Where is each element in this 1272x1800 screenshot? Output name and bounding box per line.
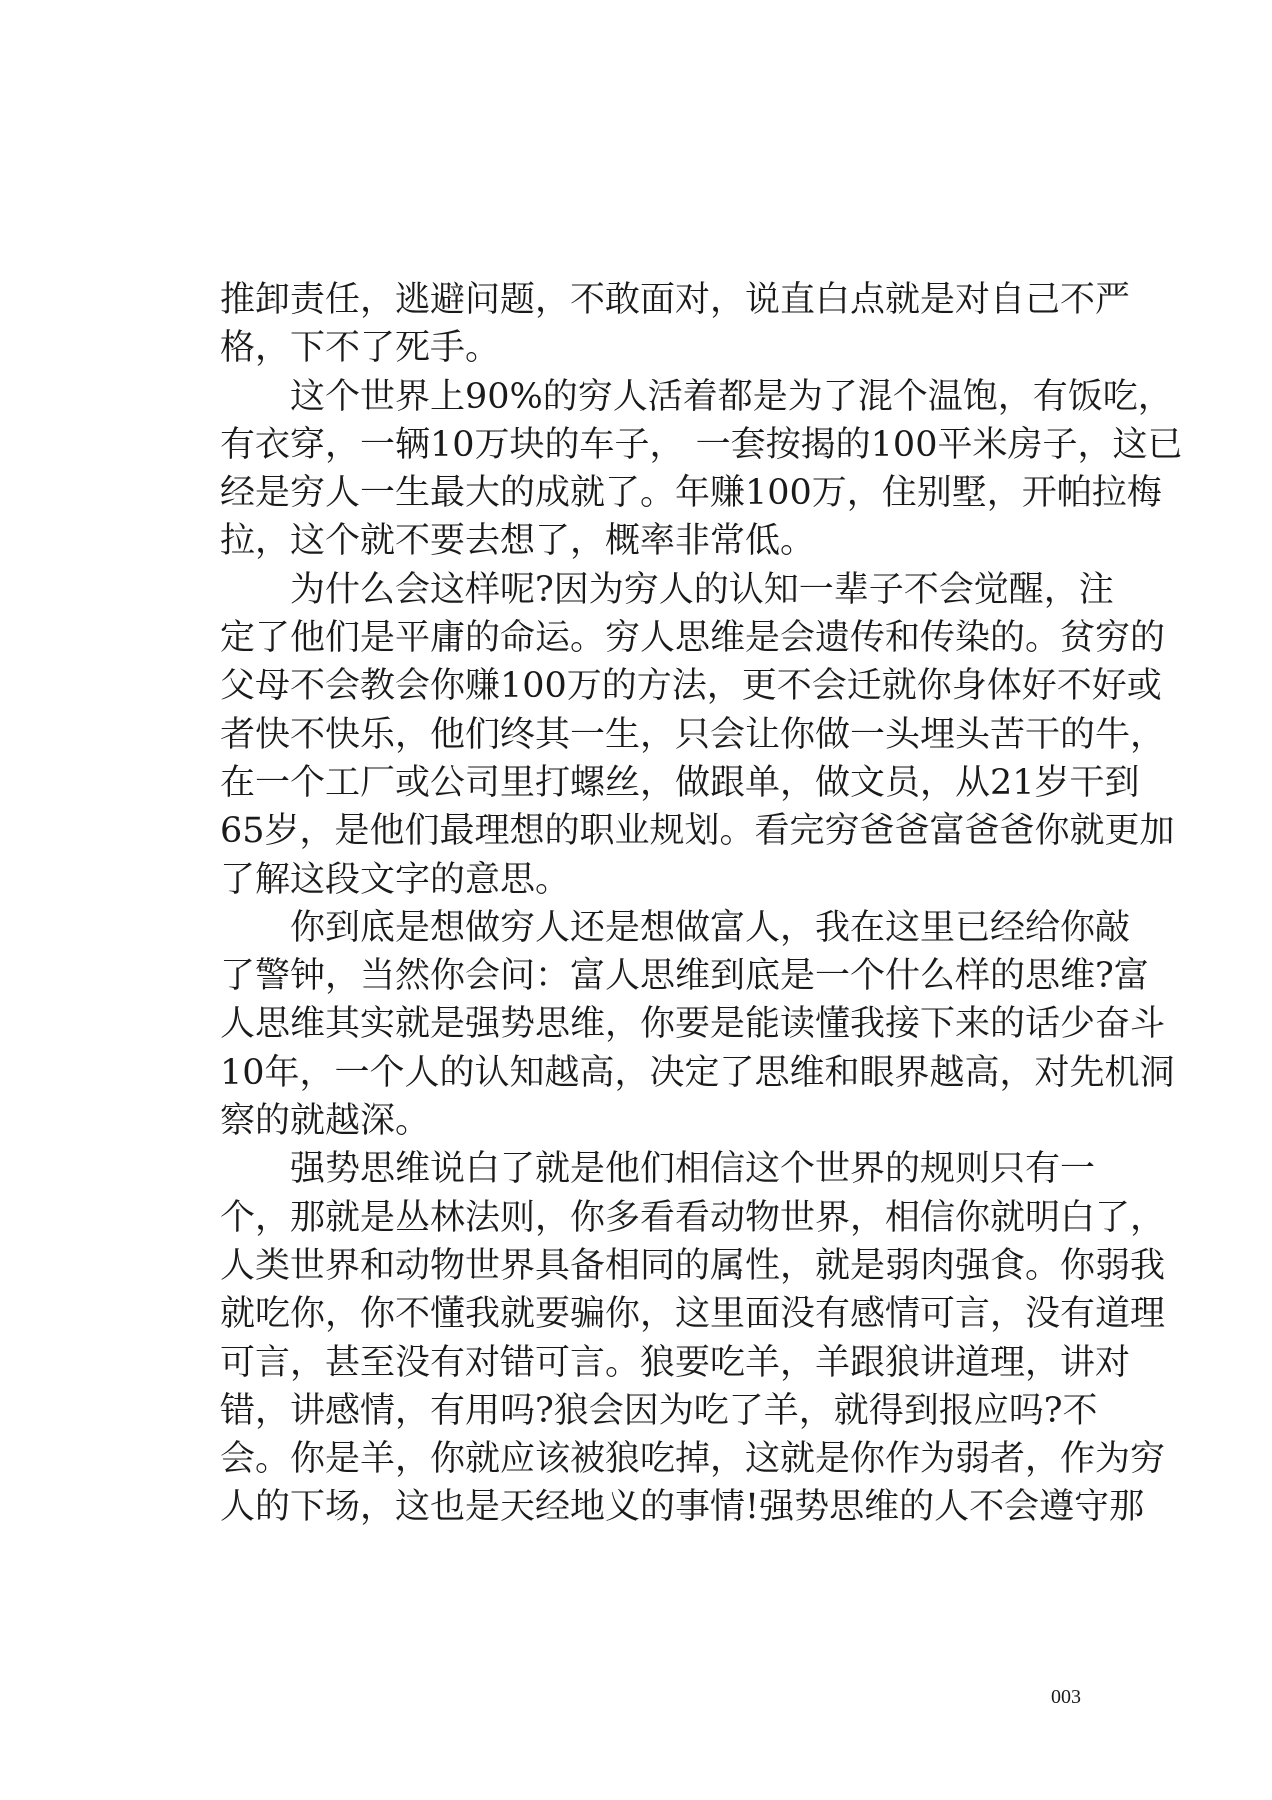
text-line: 经是穷人一生最大的成就了。年赚100万，住别墅，开帕拉梅 — [220, 473, 1162, 514]
text-line: 就吃你，你不懂我就要骗你，这里面没有感情可言，没有道理 — [220, 1294, 1166, 1335]
text-line: 者快不快乐，他们终其一生，只会让你做一头埋头苦干的牛， — [220, 714, 1166, 755]
text-line: 错，讲感情，有用吗?狼会因为吃了羊，就得到报应吗?不 — [220, 1390, 1098, 1431]
text-line: 这个世界上90%的穷人活着都是为了混个温饱，有饭吃， — [290, 376, 1173, 417]
text-line: 了警钟，当然你会问：富人思维到底是一个什么样的思维?富 — [220, 956, 1149, 997]
text-line: 人思维其实就是强势思维，你要是能读懂我接下来的话少奋斗 — [220, 1004, 1166, 1045]
text-line: 格，下不了死手。 — [220, 328, 501, 369]
text-line: 有衣穿，一辆10万块的车子， 一套按揭的100平米房子，这已 — [220, 424, 1183, 465]
text-line: 65岁，是他们最理想的职业规划。看完穷爸爸富爸爸你就更加 — [220, 811, 1175, 852]
text-line: 在一个工厂或公司里打螺丝，做跟单，做文员，从21岁干到 — [220, 762, 1140, 803]
text-line: 父母不会教会你赚100万的方法，更不会迁就你身体好不好或 — [220, 666, 1162, 707]
body-text — [220, 276, 1183, 1532]
text-line: 人类世界和动物世界具备相同的属性，就是弱肉强食。你弱我 — [220, 1245, 1166, 1286]
text-line: 会。你是羊，你就应该被狼吃掉，这就是你作为弱者，作为穷 — [220, 1439, 1166, 1480]
text-line: 你到底是想做穷人还是想做富人，我在这里已经给你敲 — [290, 907, 1131, 948]
text-line: 推卸责任，逃避问题，不敢面对，说直白点就是对自己不严 — [220, 280, 1131, 320]
text-line: 强势思维说白了就是他们相信这个世界的规则只有一 — [290, 1149, 1096, 1190]
text-line: 察的就越深。 — [220, 1101, 431, 1142]
text-line: 可言，甚至没有对错可言。狼要吃羊，羊跟狼讲道理，讲对 — [220, 1342, 1131, 1383]
text-line: 定了他们是平庸的命运。穷人思维是会遗传和传染的。贫穷的 — [220, 618, 1166, 659]
page-number: 003 — [1051, 1686, 1081, 1708]
text-line: 为什么会这样呢?因为穷人的认知一辈子不会觉醒，注 — [290, 569, 1114, 610]
text-line: 了解这段文字的意思。 — [220, 859, 571, 900]
text-line: 人的下场，这也是天经地义的事情!强势思维的人不会遵守那 — [220, 1487, 1145, 1528]
text-line: 拉，这个就不要去想了，概率非常低。 — [220, 521, 816, 562]
text-line: 10年，一个人的认知越高，决定了思维和眼界越高，对先机洞 — [220, 1052, 1175, 1093]
text-line: 个，那就是丛林法则，你多看看动物世界，相信你就明白了， — [220, 1197, 1166, 1238]
